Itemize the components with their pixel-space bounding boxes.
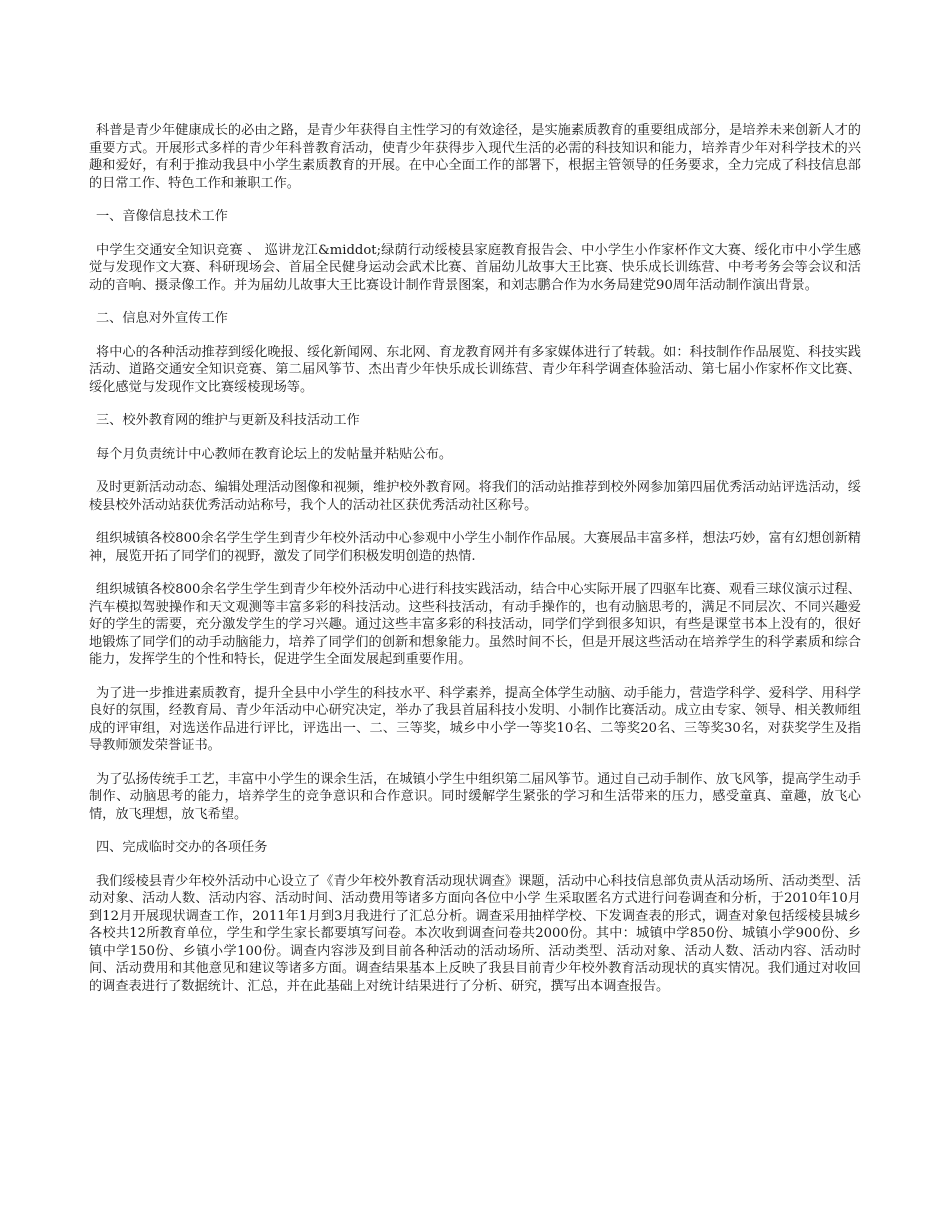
section2-paragraph: 将中心的各种活动推荐到绥化晚报、绥化新闻网、东北网、育龙教育网并有多家媒体进行了转载。如：科技制作作品展览、科技实践活动、道路交通安全知识竞赛、第二届风筝节、杰出青少年快乐成长训练营、青少年科学调查体验活动、第七届小作家杯作文比赛、绥化感觉与发现作文比赛绥棱现场等。: [89, 344, 861, 395]
section3-paragraph-6: 为了弘扬传统手工艺，丰富中小学生的课余生活，在城镇小学生中组织第二届风筝节。通过自己动手制作、放飞风筝，提高学生动手制作、动脑思考的能力，培养学生的竞争意识和合作意识。同时缓解学生紧张的学习和生活带来的压力，感受童真、童趣，放飞心情，放飞理想，放飞希望。: [89, 771, 861, 822]
section1-paragraph: 中学生交通安全知识竞赛 、 巡讲龙江&middot;绿荫行动绥棱县家庭教育报告会、中小学生小作家杯作文大赛、绥化市中小学生感觉与发现作文大赛、科研现场会、首届全民健身运动会武术比赛、首届幼儿故事大王比赛、快乐成长训练营、中考考务会等会议和活动的音响、摄录像工作。并为届幼儿故事大王比赛设计制作背景图案，和刘志鹏合作为水务局建党90周年活动制作演出背景。: [89, 242, 861, 293]
section-heading-audio-video: 一、音像信息技术工作: [96, 209, 228, 224]
intro-paragraph: 科普是青少年健康成长的必由之路，是青少年获得自主性学习的有效途径，是实施素质教育的重要组成部分，是培养未来创新人才的重要方式。开展形式多样的青少年科普教育活动，使青少年获得步入现代生活的必需的科技知识和能力，培养青少年对科学技术的兴趣和爱好，有利于推动我县中小学生素质教育的开展。在中心全面工作的部署下，根据主管领导的任务要求，全力完成了科技信息部的日常工作、特色工作和兼职工作。: [89, 123, 861, 191]
section3-paragraph-4: 组织城镇各校800余名学生学生到青少年校外活动中心进行科技实践活动，结合中心实际开展了四驱车比赛、观看三球仪演示过程、汽车模拟驾驶操作和天文观测等丰富多彩的科技活动。这些科技活动，有动手操作的，也有动脑思考的，满足不同层次、不同兴趣爱好的学生的需要，充分激发学生的学习兴趣。通过这些丰富多彩的科技活动，同学们学到很多知识，有些是课堂书本上没有的，很好地锻炼了同学们的动手动脑能力，培养了同学们的创新和想象能力。虽然时间不长，但是开展这些活动在培养学生的科学素质和综合能力，发挥学生的个性和特长，促进学生全面发展起到重要作用。: [89, 582, 861, 667]
section-heading-temporary-tasks: 四、完成临时交办的各项任务: [96, 840, 268, 855]
section-heading-website-maintenance: 三、校外教育网的维护与更新及科技活动工作: [96, 413, 360, 428]
section3-paragraph-2: 及时更新活动动态、编辑处理活动图像和视频，维护校外教育网。将我们的活动站推荐到校外网参加第四届优秀活动站评选活动，绥棱县校外活动站获优秀活动站称号，我个人的活动社区获优秀活动社区称号。: [89, 480, 861, 513]
section3-paragraph-5: 为了进一步推进素质教育，提升全县中小学生的科技水平、科学素养，提高全体学生动脑、动手能力，营造学科学、爱科学、用科学良好的氛围，经教育局、青少年活动中心研究决定，举办了我县首届科技小发明、小制作比赛活动。成立由专家、领导、相关教师组成的评审组，对选送作品进行评比，评选出一、二、三等奖，城乡中小学一等奖10名、二等奖20名、三等奖30名，对获奖学生及指导教师颁发荣誉证书。: [89, 685, 861, 753]
section4-paragraph: 我们绥棱县青少年校外活动中心设立了《青少年校外教育活动现状调查》课题，活动中心科技信息部负责从活动场所、活动类型、活动对象、活动人数、活动内容、活动时间、活动费用等诸多方面向各位中小学 生采取匿名方式进行问卷调查和分析，于2010年10月到12月开展现状调查工作，2011年1月到3月我进行了汇总分析。调查采用抽样学校、下发调查表的形式，调查对象包括绥棱县城乡各校共12所教育单位，学生和学生家长都要填写问卷。本次收到调查问卷共2000份。其中：城镇中学850份、城镇小学900份、乡镇中学150份、乡镇小学100份。调查内容涉及到目前各种活动的活动场所、活动类型、活动对象、活动人数、活动内容、活动时间、活动费用和其他意见和建议等诸多方面。调查结果基本上反映了我县目前青少年校外教育活动现状的真实情况。我们通过对收回的调查表进行了数据统计、汇总，并在此基础上对统计结果进行了分析、研究，撰写出本调查报告。: [89, 873, 861, 994]
section-heading-publicity: 二、信息对外宣传工作: [96, 311, 228, 326]
section3-paragraph-1: 每个月负责统计中心教师在教育论坛上的发帖量并粘贴公布。: [96, 446, 453, 462]
section3-paragraph-3: 组织城镇各校800余名学生学生到青少年校外活动中心参观中小学生小制作作品展。大赛展品丰富多样，想法巧妙，富有幻想创新精神，展览开拓了同学们的视野，激发了同学们积极发明创造的热情.: [89, 531, 861, 564]
document-body: [89, 122, 861, 1011]
